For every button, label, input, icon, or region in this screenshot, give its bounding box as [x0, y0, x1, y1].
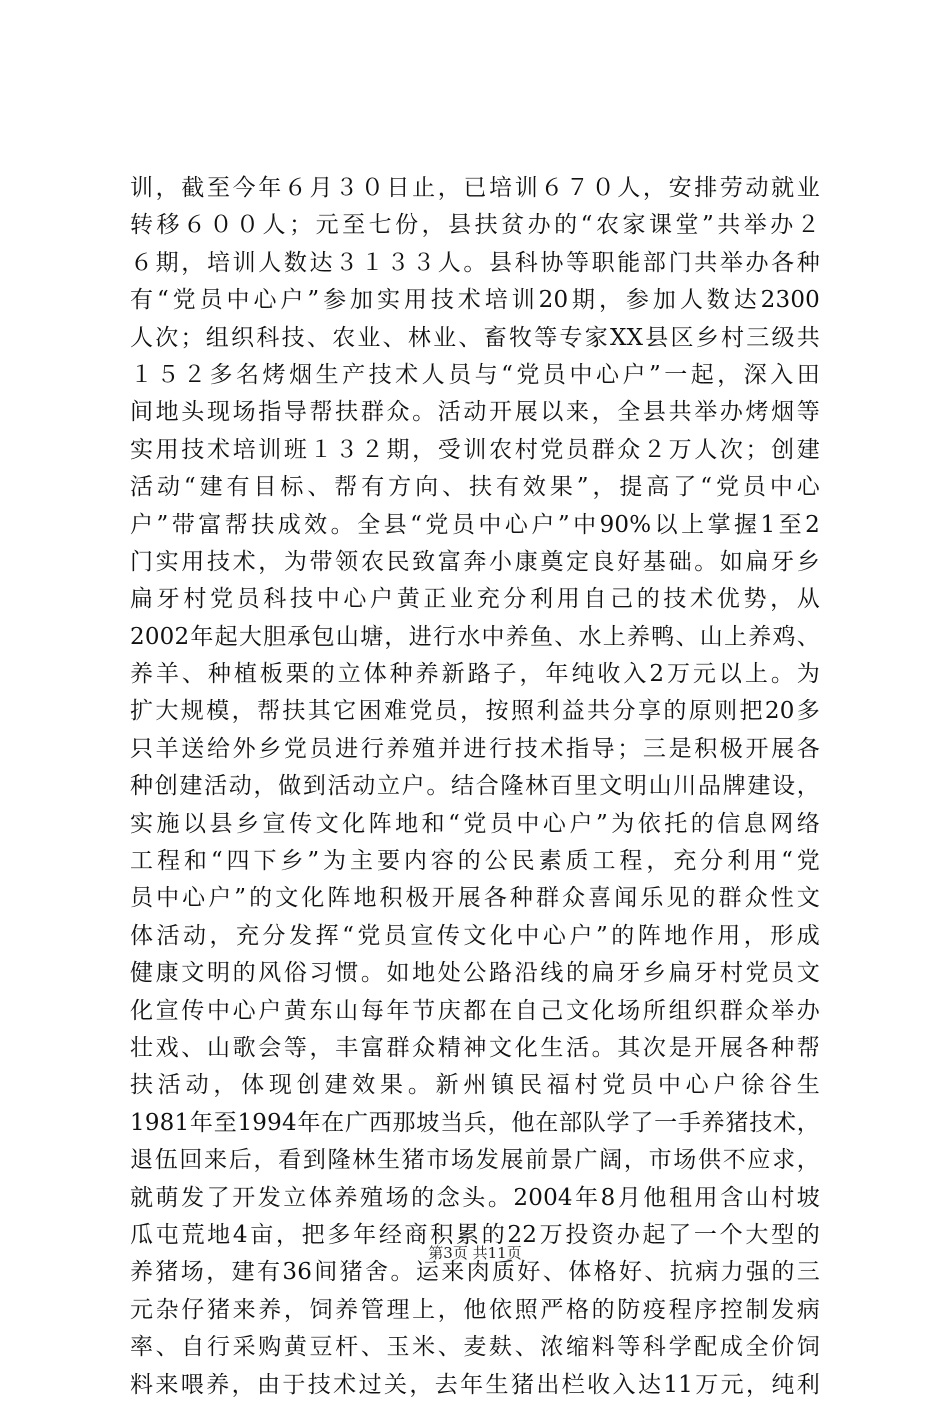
text-line: 1981年至1994年在广西那坡当兵，他在部队学了一手养猪技术，	[130, 1109, 820, 1136]
text-line: 壮戏、山歌会等，丰富群众精神文化生活。其次是开展各种帮	[130, 1034, 820, 1061]
text-line: 训，截至今年６月３０日止，已培训６７０人，安排劳动就业	[130, 175, 820, 201]
text-line: 只羊送给外乡党员进行养殖并进行技术指导；三是积极开展各	[130, 735, 820, 762]
text-line: 员中心户”的文化阵地积极开展各种群众喜闻乐见的群众性文	[130, 885, 820, 912]
text-line: 率、自行采购黄豆杆、玉米、麦麸、浓缩料等科学配成全价饲	[130, 1334, 820, 1361]
text-line: 间地头现场指导帮扶群众。活动开展以来，全县共举办烤烟等	[130, 399, 820, 426]
text-line: 2002年起大胆承包山塘，进行水中养鱼、水上养鸭、山上养鸡、	[130, 623, 820, 650]
text-line: 门实用技术，为带领农民致富奔小康奠定良好基础。如扁牙乡	[130, 548, 820, 575]
text-line: 化宣传中心户黄东山每年节庆都在自己文化场所组织群众举办	[130, 997, 820, 1024]
text-line: １５２多名烤烟生产技术人员与“党员中心户”一起，深入田	[130, 361, 820, 388]
text-line: 人次；组织科技、农业、林业、畜牧等专家XX县区乡村三级共	[130, 324, 820, 351]
text-line: ６期，培训人数达３１３３人。县科协等职能部门共举办各种	[130, 249, 820, 276]
text-line: 有“党员中心户”参加实用技术培训20期，参加人数达2300	[130, 287, 820, 314]
text-line: 扶活动，体现创建效果。新州镇民福村党员中心户徐谷生	[130, 1072, 820, 1099]
text-line: 料来喂养，由于技术过关，去年生猪出栏收入达11万元，纯利	[130, 1371, 820, 1398]
text-line: 就萌发了开发立体养殖场的念头。2004年8月他租用含山村坡	[130, 1184, 820, 1211]
text-line: 瓜屯荒地4亩，把多年经商积累的22万投资办起了一个大型的	[130, 1221, 820, 1248]
text-line: 退伍回来后，看到隆林生猪市场发展前景广阔，市场供不应求，	[130, 1147, 820, 1174]
text-line: 工程和“四下乡”为主要内容的公民素质工程，充分利用“党	[130, 848, 820, 875]
text-line: 养猪场，建有36间猪舍。运来肉质好、体格好、抗病力强的三	[130, 1259, 820, 1286]
body-text	[130, 170, 820, 1404]
text-line: 实施以县乡宣传文化阵地和“党员中心户”为依托的信息网络	[130, 810, 820, 837]
text-line: 体活动，充分发挥“党员宣传文化中心户”的阵地作用，形成	[130, 922, 820, 949]
page-footer: 第3页 共11页	[428, 1244, 522, 1262]
text-line: 转移６００人；元至七份，县扶贫办的“农家课堂”共举办２	[130, 212, 820, 239]
text-line: 种创建活动，做到活动立户。结合隆林百里文明山川品牌建设，	[130, 773, 820, 800]
text-line: 扩大规模，帮扶其它困难党员，按照利益共分享的原则把20多	[130, 698, 820, 725]
text-line: 实用技术培训班１３２期，受训农村党员群众２万人次；创建	[130, 436, 820, 463]
text-line: 健康文明的风俗习惯。如地处公路沿线的扁牙乡扁牙村党员文	[130, 960, 820, 987]
text-line: 扁牙村党员科技中心户黄正业充分利用自己的技术优势，从	[130, 586, 820, 613]
text-line: 户”带富帮扶成效。全县“党员中心户”中90%以上掌握1至2	[130, 511, 820, 538]
text-line: 活动“建有目标、帮有方向、扶有效果”，提高了“党员中心	[130, 474, 820, 501]
text-line: 元杂仔猪来养，饲养管理上，他依照严格的防疫程序控制发病	[130, 1296, 820, 1323]
text-line: 养羊、种植板栗的立体种养新路子，年纯收入2万元以上。为	[130, 661, 820, 688]
